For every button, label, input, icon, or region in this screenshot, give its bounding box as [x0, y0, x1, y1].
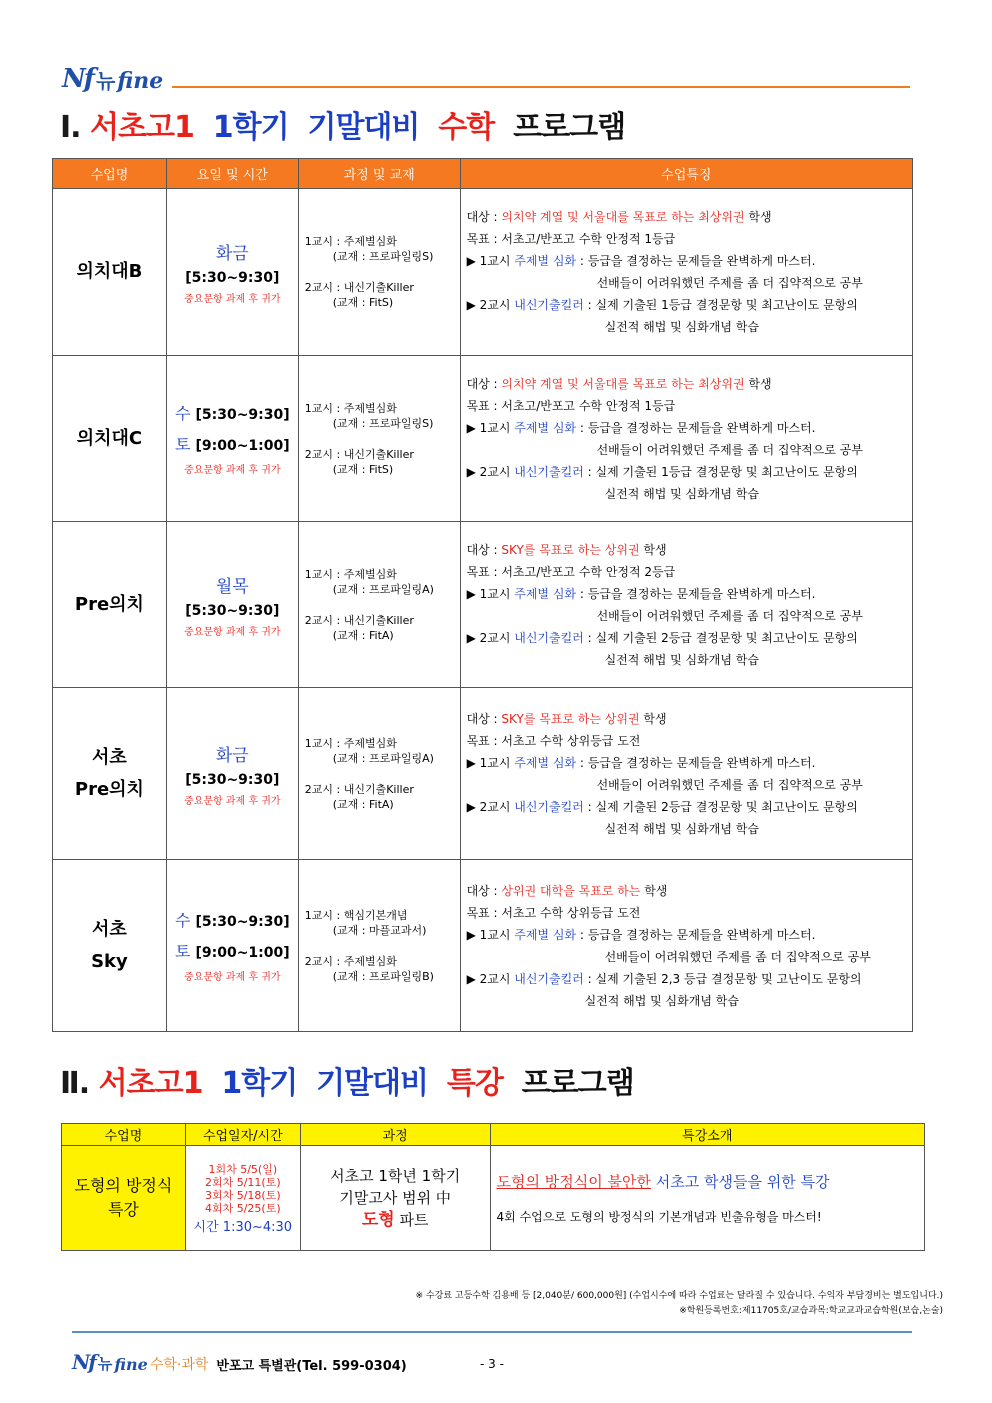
class-features: 대상 : SKY를 목표로 하는 상위권 학생 목표 : 서초고 수학 상위등급 도전 ▶ 1교시 주제별 심화 : 등급을 결정하는 문제들을 완벽하게 마스터. 선배들이 어려워했던 주제를 좀 더 집약적으로 공부 ▶ 2교시 내신기출킬러 : 실제 기출된 2등급 결정문항 및 최고난이도 문항의 실전적 해법 및 심화개념 학습 — [460, 688, 912, 860]
logo-nf: Nf — [62, 64, 93, 94]
special-table-header — [62, 1124, 925, 1146]
class-course: 1교시 : 주제별심화 (교재 : 프로파일링A) 2교시 : 내신기출Killer (교재 : FitA) — [298, 522, 460, 688]
special-schedule: 1회차 5/5(일) 2회차 5/11(토) 3회차 5/18(토) 4회차 5/25(토) 시간 1:30~4:30 — [185, 1146, 300, 1251]
logo-fine: fine — [114, 1355, 148, 1374]
bottom-divider — [72, 1331, 912, 1333]
col-header: 특강소개 — [490, 1124, 924, 1146]
col-header: 수업명 — [53, 159, 167, 189]
special-intro: 도형의 방정식이 불안한 서초고 학생들을 위한 특강 4회 수업으로 도형의 방정식의 기본개념과 빈출유형을 마스터! — [490, 1146, 924, 1251]
class-features: 대상 : 상위권 대학을 목표로 하는 학생 목표 : 서초고 수학 상위등급 도전 ▶ 1교시 주제별 심화 : 등급을 결정하는 문제들을 완벽하게 마스터. 선배들이 어려워했던 주제를 좀 더 집약적으로 공부 ▶ 2교시 내신기출킬러 : 실제 기출된 2,3 등급 결정문항 및 고난이도 문항의 실전적 해법 및 심화개념 학습 — [460, 860, 912, 1032]
subject-label: 수학·과학 — [149, 1357, 209, 1373]
table-row — [53, 356, 913, 522]
class-course: 1교시 : 주제별심화 (교재 : 프로파일링S) 2교시 : 내신기출Killer (교재 : FitS) — [298, 356, 460, 522]
class-name: 서초 Pre의치 — [53, 688, 167, 860]
page-number: - 3 - — [480, 1357, 504, 1371]
class-name: 서초 Sky — [53, 860, 167, 1032]
program-table-header — [53, 159, 913, 189]
col-header: 수업특징 — [460, 159, 912, 189]
table-row — [53, 688, 913, 860]
class-features: 대상 : 의치약 계열 및 서울대를 목표로 하는 최상위권 학생 목표 : 서초고/반포고 수학 안정적 1등급 ▶ 1교시 주제별 심화 : 등급을 결정하는 문제들을 완벽하게 마스터. 선배들이 어려워했던 주제를 좀 더 집약적으로 공부 ▶ 2교시 내신기출킬러 : 실제 기출된 1등급 결정문항 및 최고난이도 문항의 실전적 해법 및 심화개념 학습 — [460, 356, 912, 522]
top-divider — [172, 86, 910, 88]
logo-fine: fine — [117, 68, 164, 94]
registration-note: ※학원등록번호:제11705호/교습과목:학교교과교습학원(보습,논술) — [679, 1306, 943, 1316]
top-logo — [62, 62, 163, 94]
logo-ko: 뉴 — [95, 69, 116, 93]
class-features: 대상 : 의치약 계열 및 서울대를 목표로 하는 최상위권 학생 목표 : 서초고/반포고 수학 안정적 1등급 ▶ 1교시 주제별 심화 : 등급을 결정하는 문제들을 완벽하게 마스터. 선배들이 어려워했던 주제를 좀 더 집약적으로 공부 ▶ 2교시 내신기출킬러 : 실제 기출된 1등급 결정문항 및 최고난이도 문항의 실전적 해법 및 심화개념 학습 — [460, 189, 912, 356]
bottom-logo — [72, 1350, 407, 1374]
table-row — [53, 860, 913, 1032]
class-course: 1교시 : 주제별심화 (교재 : 프로파일링S) 2교시 : 내신기출Killer (교재 : FitS) — [298, 189, 460, 356]
col-header: 과정 — [300, 1124, 490, 1146]
special-table — [61, 1123, 925, 1251]
logo-ko: 뉴 — [97, 1355, 113, 1373]
class-course: 1교시 : 주제별심화 (교재 : 프로파일링A) 2교시 : 내신기출Killer (교재 : FitA) — [298, 688, 460, 860]
col-header: 수업명 — [62, 1124, 186, 1146]
table-row — [53, 189, 913, 356]
class-name: Pre의치 — [53, 522, 167, 688]
address: 반포고 특별관(Tel. 599-0304) — [216, 1359, 407, 1374]
section1-title: Ⅰ. 서초고1 1학기 기말대비 수학 프로그램 — [60, 110, 626, 145]
table-row — [53, 522, 913, 688]
special-name: 도형의 방정식 특강 — [62, 1146, 186, 1251]
class-name: 의치대B — [53, 189, 167, 356]
class-time: 월목 [5:30~9:30] 중요문항 과제 후 귀가 — [166, 522, 298, 688]
special-course: 서초고 1학년 1학기 기말고사 범위 中 도형 파트 — [300, 1146, 490, 1251]
class-time: 화금 [5:30~9:30] 중요문항 과제 후 귀가 — [166, 688, 298, 860]
class-time: 수 [5:30~9:30] 토 [9:00~1:00] 중요문항 과제 후 귀가 — [166, 356, 298, 522]
section2-title: Ⅱ. 서초고1 1학기 기말대비 특강 프로그램 — [60, 1066, 634, 1101]
class-time: 수 [5:30~9:30] 토 [9:00~1:00] 중요문항 과제 후 귀가 — [166, 860, 298, 1032]
col-header: 요일 및 시간 — [166, 159, 298, 189]
fee-note: ※ 수강료 고등수학 김용배 등 [2,040분/ 600,000원] (수업시수에 따라 수업료는 달라질 수 있습니다. 수익자 부담경비는 별도입니다.) — [415, 1291, 943, 1301]
class-name: 의치대C — [53, 356, 167, 522]
table-row — [62, 1146, 925, 1251]
class-time: 화금 [5:30~9:30] 중요문항 과제 후 귀가 — [166, 189, 298, 356]
col-header: 수업일자/시간 — [185, 1124, 300, 1146]
program-table — [52, 158, 913, 1032]
class-course: 1교시 : 핵심기본개념 (교재 : 마플교과서) 2교시 : 주제별심화 (교재 : 프로파일링B) — [298, 860, 460, 1032]
col-header: 과정 및 교재 — [298, 159, 460, 189]
logo-nf: Nf — [72, 1350, 95, 1374]
class-features: 대상 : SKY를 목표로 하는 상위권 학생 목표 : 서초고/반포고 수학 안정적 2등급 ▶ 1교시 주제별 심화 : 등급을 결정하는 문제들을 완벽하게 마스터. 선배들이 어려워했던 주제를 좀 더 집약적으로 공부 ▶ 2교시 내신기출킬러 : 실제 기출된 2등급 결정문항 및 최고난이도 문항의 실전적 해법 및 심화개념 학습 — [460, 522, 912, 688]
